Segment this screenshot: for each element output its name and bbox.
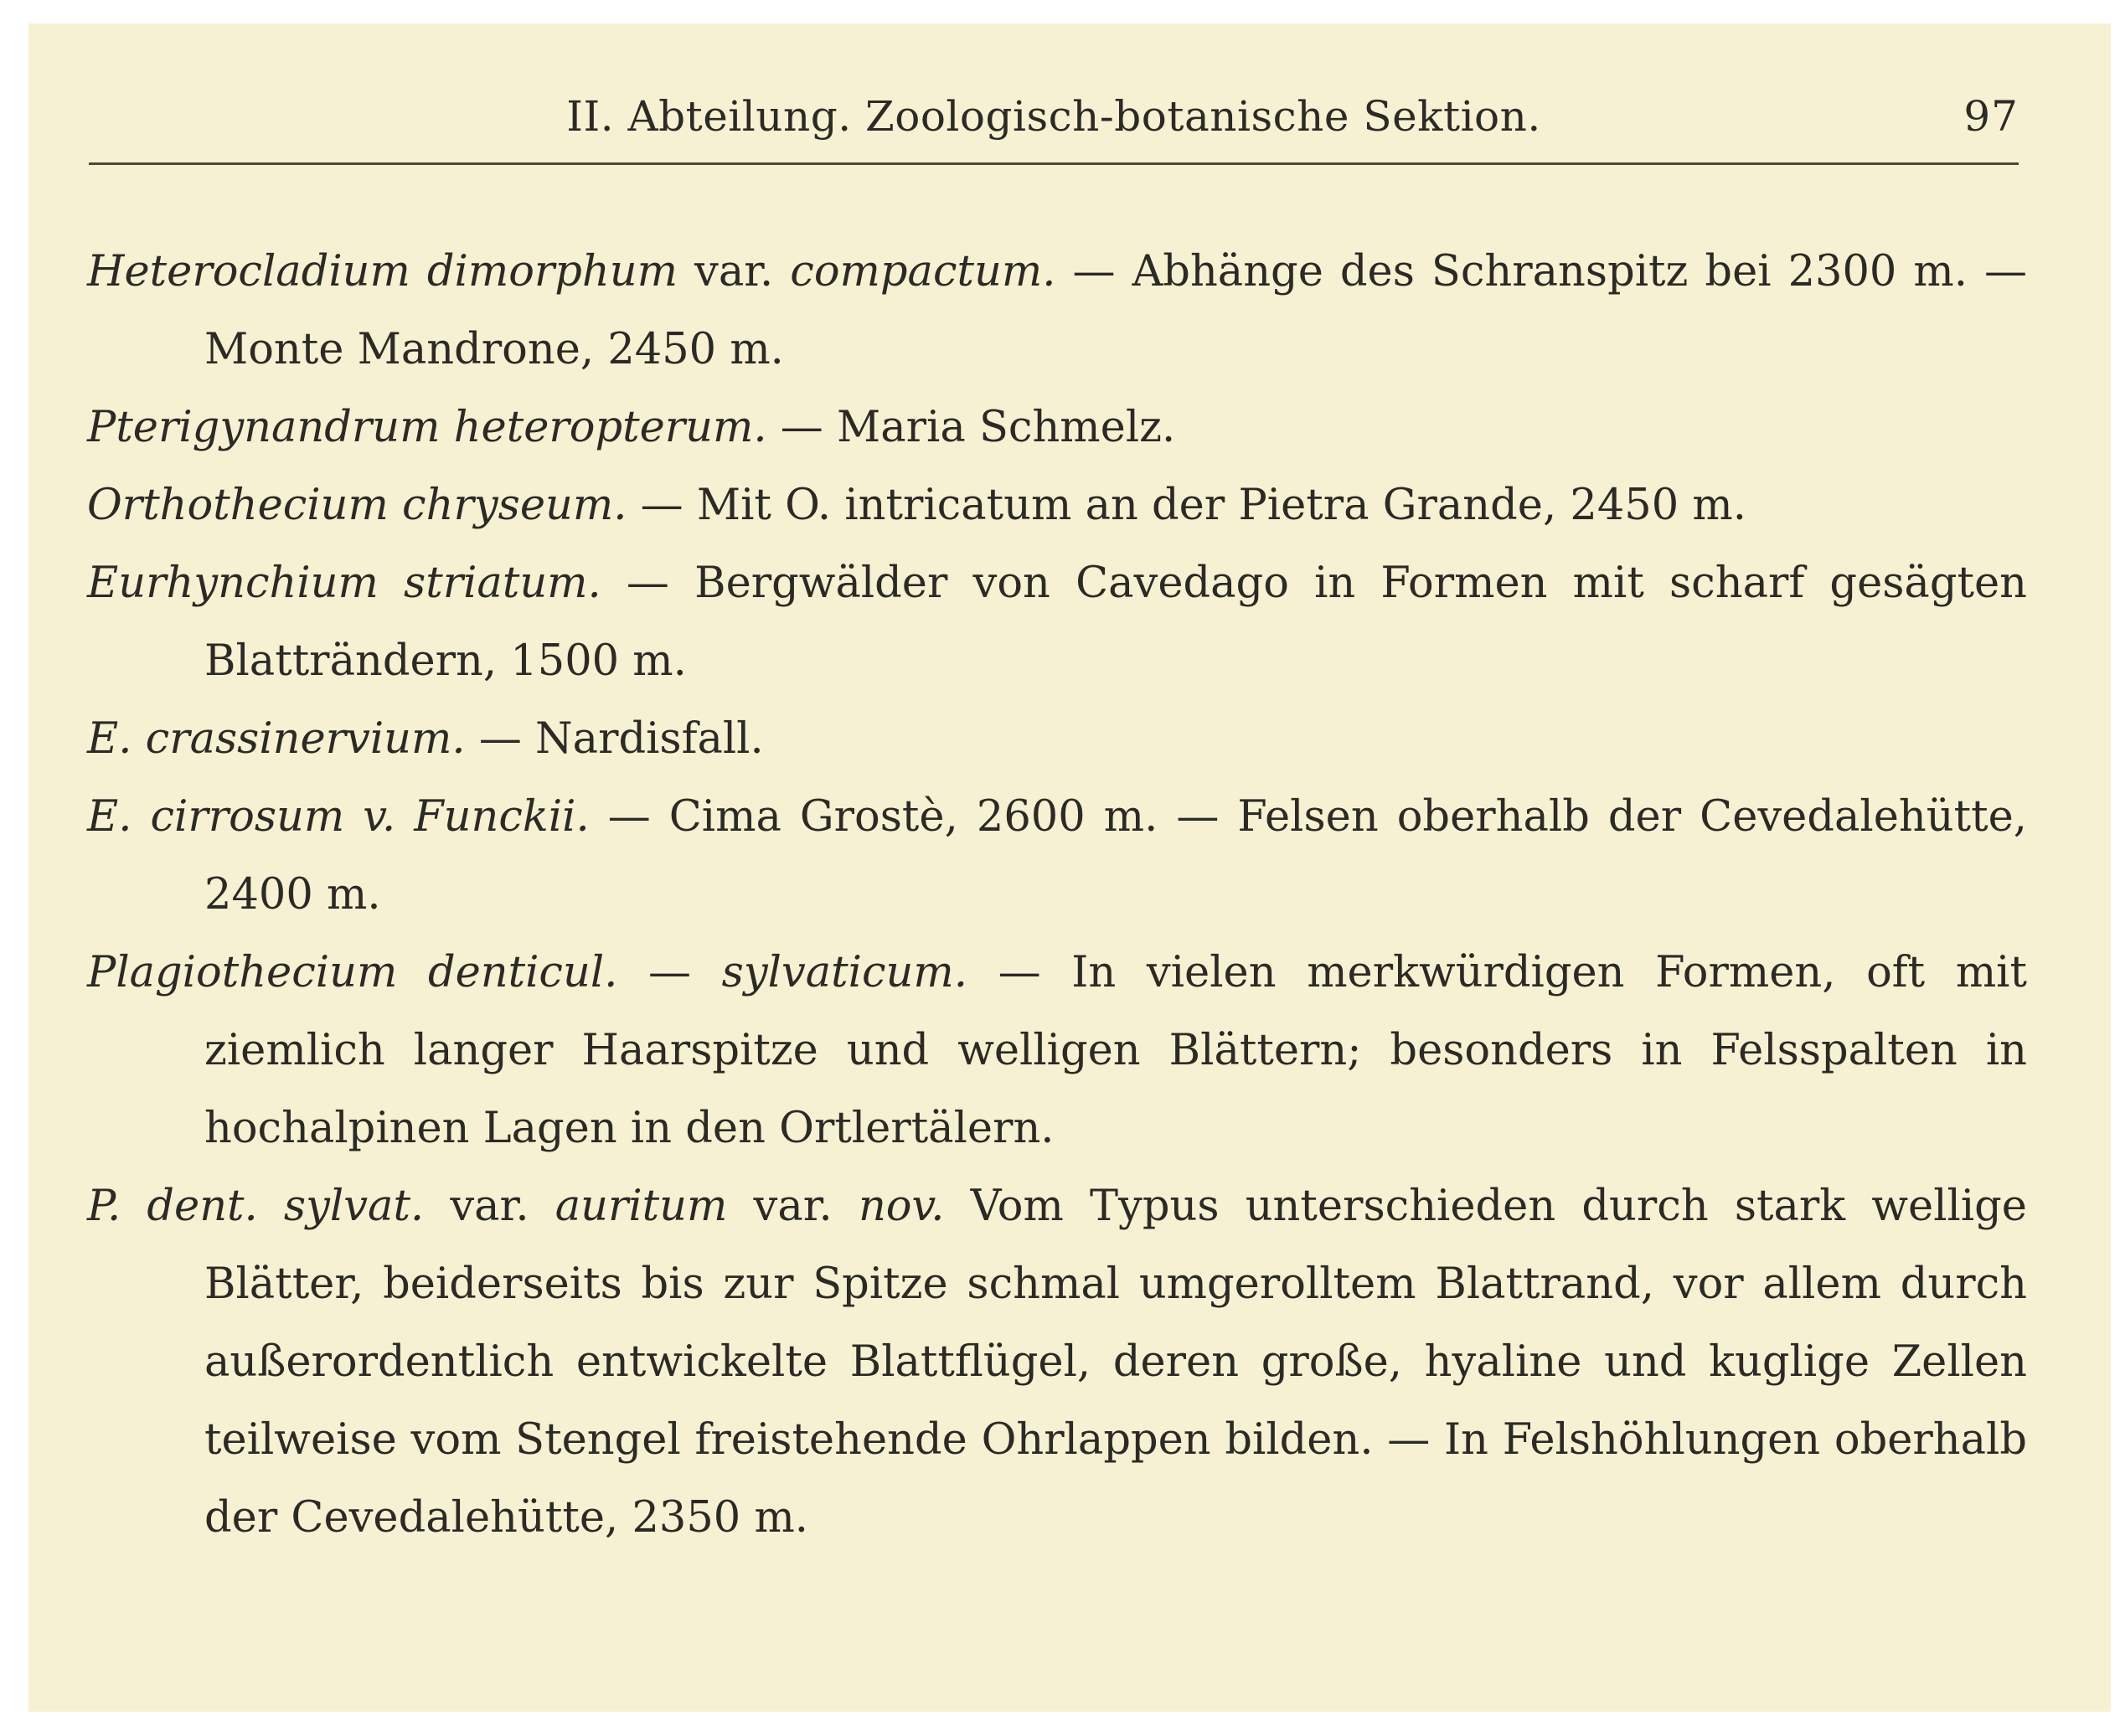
entry-text: — Maria Schmelz. bbox=[766, 403, 1176, 452]
species-name: Eurhynchium striatum. bbox=[87, 559, 601, 608]
page-number: 97 bbox=[1963, 92, 2019, 141]
running-header bbox=[89, 92, 2019, 159]
species-entry bbox=[87, 700, 2027, 778]
species-list bbox=[87, 233, 2027, 1557]
entry-connector: var. bbox=[424, 1182, 555, 1231]
species-name: Orthothecium chryseum. bbox=[87, 481, 627, 530]
species-name: E. cirrosum v. Funckii. bbox=[87, 792, 590, 842]
variety-name: sylvaticum. bbox=[721, 948, 967, 997]
header-rule bbox=[89, 162, 2019, 165]
species-entry bbox=[87, 544, 2027, 700]
entry-text: — Nardisfall. bbox=[465, 714, 764, 764]
species-entry bbox=[87, 466, 2027, 544]
entry-text: — Abhänge des Schranspitz bei 2300 m. — Monte Mandrone, 2450 m. bbox=[204, 247, 2027, 374]
species-entry bbox=[87, 389, 2027, 466]
species-entry bbox=[87, 1167, 2027, 1557]
section-title: II. Abteilung. Zoologisch-botanische Sektion. bbox=[566, 92, 1541, 141]
entry-text: — Cima Grostè, 2600 m. — Felsen oberhalb der Cevedalehütte, 2400 m. bbox=[204, 792, 2027, 920]
species-name: P. dent. sylvat. bbox=[87, 1182, 425, 1231]
variety-name: auritum bbox=[555, 1182, 728, 1231]
species-name: Plagiothecium denticul. bbox=[87, 948, 618, 997]
entry-connector: var. bbox=[727, 1182, 859, 1231]
species-entry bbox=[87, 233, 2027, 389]
species-entry bbox=[87, 778, 2027, 934]
species-entry bbox=[87, 934, 2027, 1167]
entry-connector: var. bbox=[678, 247, 791, 296]
species-name: Heterocladium dimorphum bbox=[87, 247, 678, 296]
book-page bbox=[28, 23, 2111, 1712]
entry-connector: — bbox=[617, 948, 722, 997]
entry-text: — Bergwälder von Cavedago in Formen mit scharf gesägten Blatträndern, 1500 m. bbox=[204, 559, 2027, 686]
entry-text: Vom Typus unterschieden durch stark wellige Blätter, beiderseits bis zur Spitze schmal umgerolltem Blattrand, vor allem durch außerordentlich entwickelte Blattflügel, deren große, hyaline und kuglige Zellen teilweise vom Stengel freistehende Ohrlappen bilden. — In Felshöhlungen oberhalb der Cevedalehütte, 2350 m. bbox=[204, 1182, 2027, 1543]
species-name: E. crassinervium. bbox=[87, 714, 466, 764]
variety-name: compactum. bbox=[790, 247, 1056, 296]
species-name: Pterigynandrum heteropterum. bbox=[87, 403, 767, 452]
variety-status: nov. bbox=[858, 1182, 945, 1231]
entry-text: — Mit O. intricatum an der Pietra Grande, 2450 m. bbox=[627, 481, 1746, 530]
entry-text: — In vielen merkwürdigen Formen, oft mit ziemlich langer Haarspitze und welligen Blättern; besonders in Felsspalten in hochalpinen Lagen in den Ortlertälern. bbox=[204, 948, 2027, 1153]
